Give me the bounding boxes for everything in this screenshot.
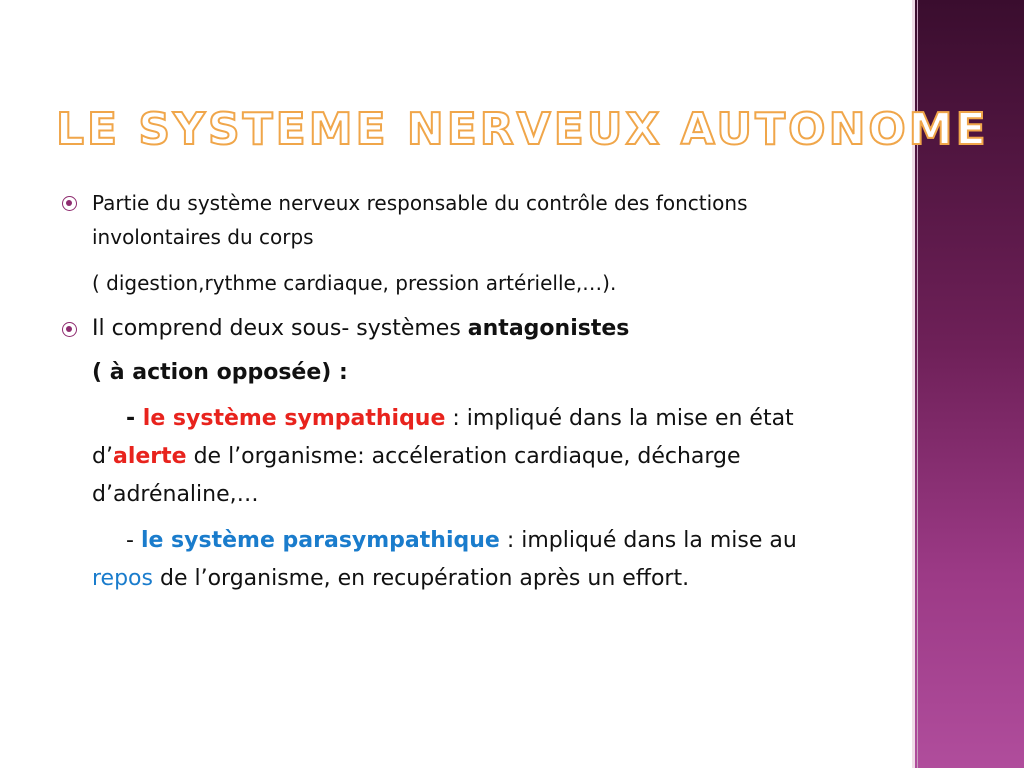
text: : impliqué dans la mise en état d’ [92,406,794,469]
dash: - [126,528,141,553]
emphasis-antagonistes: antagonistes [467,316,630,341]
paragraph-sympathique [60,400,850,514]
term-sympathique: le système sympathique [142,406,446,431]
bullet-text: Partie du système nerveux responsable du contrôle des fonctions involontaires du corps [92,191,748,249]
slide-content [60,186,850,598]
highlight-repos: repos [92,566,153,591]
bullet-continuation: ( digestion,rythme cardiaque, pression artérielle,…). [92,271,617,295]
highlight-alerte: alerte [112,444,187,469]
slide-title: LE SYSTEME NERVEUX AUTONOME [56,104,989,155]
bullet-continuation: ( à action opposée) : [92,360,348,385]
bullet-item-definition [60,186,850,254]
paragraph-parasympathique [60,522,850,598]
text: de l’organisme, en recupération après un effort. [152,566,690,591]
text: de l’organisme: accéleration cardiaque, décharge d’adrénaline,… [92,444,741,507]
text: : impliqué dans la mise au [499,528,797,553]
term-parasympathique: le système parasympathique [140,528,500,553]
circle-bullet-icon [62,196,77,211]
bullet-item-subsystems [60,310,850,348]
bullet-text: Il comprend deux sous- systèmes [92,316,468,341]
circle-bullet-icon [62,322,77,337]
dash: - [126,406,143,431]
